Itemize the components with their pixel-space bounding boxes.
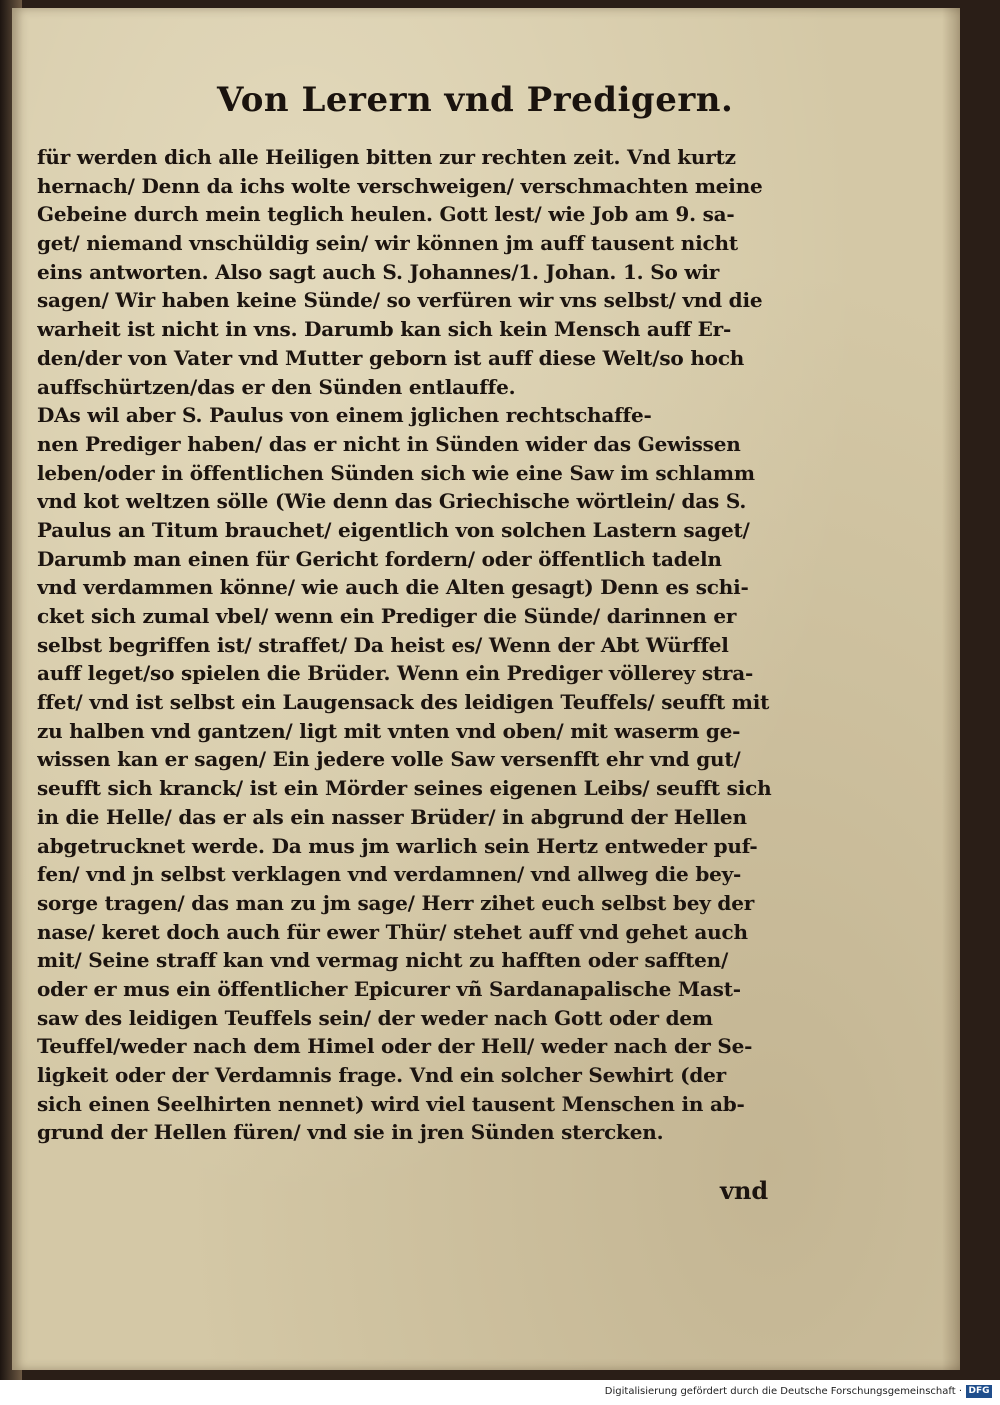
text-block <box>37 143 817 1147</box>
text-line: nase/ keret doch auch für ewer Thür/ stehet auff vnd gehet auch <box>37 919 748 944</box>
text-line: sagen/ Wir haben keine Sünde/ so verfüren wir vns selbst/ vnd die <box>37 288 763 313</box>
text-line: vnd kot weltzen sölle (Wie denn das Griechische wörtlein/ das S. <box>37 489 747 514</box>
text-line: saw des leidigen Teuffels sein/ der weder nach Gott oder dem <box>37 1005 713 1030</box>
text-line: wissen kan er sagen/ Ein jedere volle Saw versenfft ehr vnd gut/ <box>37 747 741 772</box>
book-page <box>12 8 960 1370</box>
text-line: grund der Hellen füren/ vnd sie in jren Sünden stercken. <box>37 1120 664 1145</box>
text-line: fen/ vnd jn selbst verklagen vnd verdamnen/ vnd allweg die bey- <box>37 862 742 887</box>
text-line: Teuffel/weder nach dem Himel oder der Hell/ weder nach der Se- <box>37 1034 753 1059</box>
text-line: mit/ Seine straff kan vnd vermag nicht zu hafften oder safften/ <box>37 948 729 973</box>
catchword: vnd <box>720 1176 769 1205</box>
footer-bar <box>0 1380 1000 1405</box>
text-line: auffschürtzen/das er den Sünden entlauffe. <box>37 374 516 399</box>
text-line: für werden dich alle Heiligen bitten zur rechten zeit. Vnd kurtz <box>37 145 736 169</box>
text-line: eins antworten. Also sagt auch S. Johannes/1. Johan. 1. So wir <box>37 259 720 284</box>
text-line: den/der von Vater vnd Mutter geborn ist auff diese Welt/so hoch <box>37 345 745 370</box>
text-line: leben/oder in öffentlichen Sünden sich wie eine Saw im schlamm <box>37 460 755 485</box>
text-line: zu halben vnd gantzen/ ligt mit vnten vnd oben/ mit waserm ge- <box>37 718 741 743</box>
text-line: ligkeit oder der Verdamnis frage. Vnd ein solcher Sewhirt (der <box>37 1063 727 1087</box>
text-line: auff leget/so spielen die Brüder. Wenn ein Prediger völlerey stra- <box>37 661 754 686</box>
text-line: get/ niemand vnschüldig sein/ wir können jm auff tausent nicht <box>37 231 738 256</box>
text-line: Paulus an Titum brauchet/ eigentlich von solchen Lastern saget/ <box>37 517 750 542</box>
text-line: oder er mus ein öffentlicher Epicurer vñ Sardanapalische Mast- <box>37 976 741 1001</box>
funding-credit: Digitalisierung gefördert durch die Deutsche Forschungsgemeinschaft · <box>604 1386 962 1397</box>
running-head: Von Lerern vnd Predigern. <box>217 80 734 120</box>
text-line: Gebeine durch mein teglich heulen. Gott lest/ wie Job am 9. sa- <box>37 202 735 227</box>
text-line: Darumb man einen für Gericht fordern/ oder öffentlich tadeln <box>37 546 722 571</box>
text-line: hernach/ Denn da ichs wolte verschweigen/ verschmachten meine <box>37 173 763 198</box>
text-line: ffet/ vnd ist selbst ein Laugensack des leidigen Teuffels/ seufft mit <box>37 690 770 715</box>
text-line: abgetrucknet werde. Da mus jm warlich sein Hertz entweder puf- <box>37 833 758 858</box>
text-line: nen Prediger haben/ das er nicht in Sünden wider das Gewissen <box>37 431 741 456</box>
text-line: warheit ist nicht in vns. Darumb kan sich kein Mensch auff Er- <box>37 317 732 342</box>
text-line: sich einen Seelhirten nennet) wird viel tausent Menschen in ab- <box>37 1091 745 1116</box>
dfg-logo: DFG <box>966 1385 992 1398</box>
text-line: cket sich zumal vbel/ wenn ein Prediger die Sünde/ darinnen er <box>37 604 737 628</box>
text-line: sorge tragen/ das man zu jm sage/ Herr zihet euch selbst bey der <box>37 890 755 915</box>
text-line: selbst begriffen ist/ straffet/ Da heist es/ Wenn der Abt Würffel <box>37 632 729 657</box>
page-edge <box>942 8 960 1370</box>
text-line: seufft sich kranck/ ist ein Mörder seines eigenen Leibs/ seufft sich <box>37 776 772 801</box>
text-line: vnd verdammen könne/ wie auch die Alten gesagt) Denn es schi- <box>37 575 749 600</box>
text-line: in die Helle/ das er als ein nasser Brüder/ in abgrund der Hellen <box>37 804 747 829</box>
text-line: DAs wil aber S. Paulus von einem jglichen rechtschaffe- <box>37 403 652 428</box>
